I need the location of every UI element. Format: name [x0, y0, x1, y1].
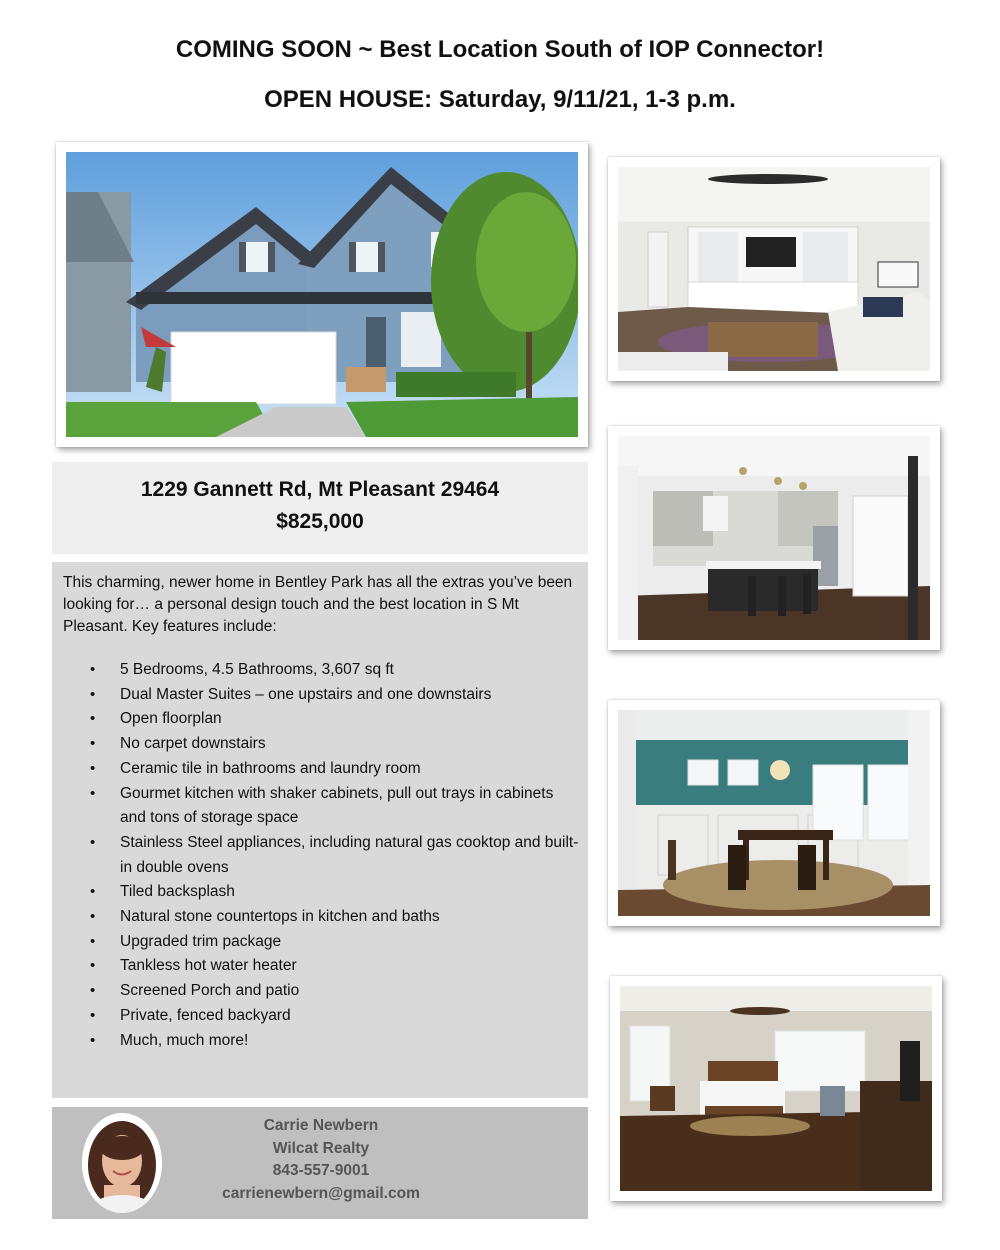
bullet-icon: • — [90, 1006, 96, 1024]
agent-company: Wilcat Realty — [272, 1139, 370, 1157]
feature-item — [63, 732, 583, 757]
feature-text: Open floorplan — [120, 710, 222, 728]
feature-item — [63, 979, 583, 1004]
living-room-image — [618, 167, 930, 371]
bullet-icon: • — [90, 784, 96, 802]
agent-avatar — [82, 1113, 162, 1213]
feature-item — [63, 658, 583, 683]
agent-phone[interactable]: 843-557-9001 — [272, 1162, 370, 1179]
feature-item — [63, 954, 583, 979]
bullet-icon: • — [90, 932, 96, 950]
property-price: $825,000 — [276, 510, 364, 533]
feature-item — [63, 1004, 583, 1029]
exterior-house-photo — [56, 142, 588, 447]
feature-text: Screened Porch and patio — [120, 982, 300, 1000]
bullet-icon: • — [90, 982, 96, 1000]
intro-paragraph: This charming, newer home in Bentley Park has all the extras you’ve been looking for… a personal design touch and the best location in S Mt Pleasant. Key features include: — [63, 574, 573, 635]
bullet-icon: • — [90, 1031, 96, 1049]
bullet-icon: • — [90, 883, 96, 901]
feature-text: Ceramic tile in bathrooms and laundry room — [120, 759, 421, 777]
kitchen-photo — [608, 426, 940, 650]
feature-item — [63, 782, 583, 831]
bullet-icon: • — [90, 735, 96, 753]
feature-text: Natural stone countertops in kitchen and baths — [120, 908, 440, 926]
bullet-icon: • — [90, 759, 96, 777]
agent-email[interactable]: carrienewbern@gmail.com — [222, 1184, 420, 1202]
bedroom-photo — [610, 976, 942, 1201]
feature-text: Upgraded trim package — [120, 932, 282, 950]
feature-item — [63, 757, 583, 782]
dining-room-image — [618, 710, 930, 916]
feature-text: Stainless Steel appliances, including natural gas cooktop and built-in double ovens — [120, 833, 579, 876]
bullet-icon: • — [90, 957, 96, 975]
agent-portrait-image — [82, 1113, 162, 1213]
feature-item — [63, 831, 583, 880]
feature-text: Gourmet kitchen with shaker cabinets, pull out trays in cabinets and tons of storage space — [120, 784, 554, 827]
address-price-panel — [52, 462, 588, 554]
feature-list — [63, 658, 579, 1053]
kitchen-image — [618, 436, 930, 640]
bullet-icon: • — [90, 833, 96, 851]
living-room-photo — [608, 157, 940, 381]
agent-contact-panel — [52, 1107, 588, 1219]
feature-item — [63, 880, 583, 905]
feature-text: No carpet downstairs — [120, 735, 266, 753]
bullet-icon: • — [90, 685, 96, 703]
headline-open-house: OPEN HOUSE: Saturday, 9/11/21, 1-3 p.m. — [264, 86, 736, 113]
headline-coming-soon: COMING SOON ~ Best Location South of IOP Connector! — [175, 36, 825, 63]
bedroom-image — [620, 986, 932, 1191]
bullet-icon: • — [90, 908, 96, 926]
feature-text: Private, fenced backyard — [120, 1006, 291, 1024]
bullet-icon: • — [90, 710, 96, 728]
feature-text: Much, much more! — [120, 1031, 249, 1049]
features-panel — [52, 562, 588, 1098]
feature-text: 5 Bedrooms, 4.5 Bathrooms, 3,607 sq ft — [120, 661, 394, 678]
feature-item — [63, 905, 583, 930]
feature-item — [63, 707, 583, 732]
agent-info — [182, 1115, 460, 1205]
feature-text: Tiled backsplash — [120, 883, 235, 901]
property-address: 1229 Gannett Rd, Mt Pleasant 29464 — [140, 478, 500, 501]
feature-item — [63, 930, 583, 955]
bullet-icon: • — [90, 661, 96, 678]
feature-item — [63, 683, 583, 708]
dining-room-photo — [608, 700, 940, 926]
feature-item — [63, 1029, 583, 1054]
house-exterior-image — [66, 152, 578, 437]
feature-text: Dual Master Suites – one upstairs and one downstairs — [120, 685, 492, 703]
agent-name: Carrie Newbern — [263, 1117, 379, 1134]
feature-text: Tankless hot water heater — [120, 957, 297, 975]
